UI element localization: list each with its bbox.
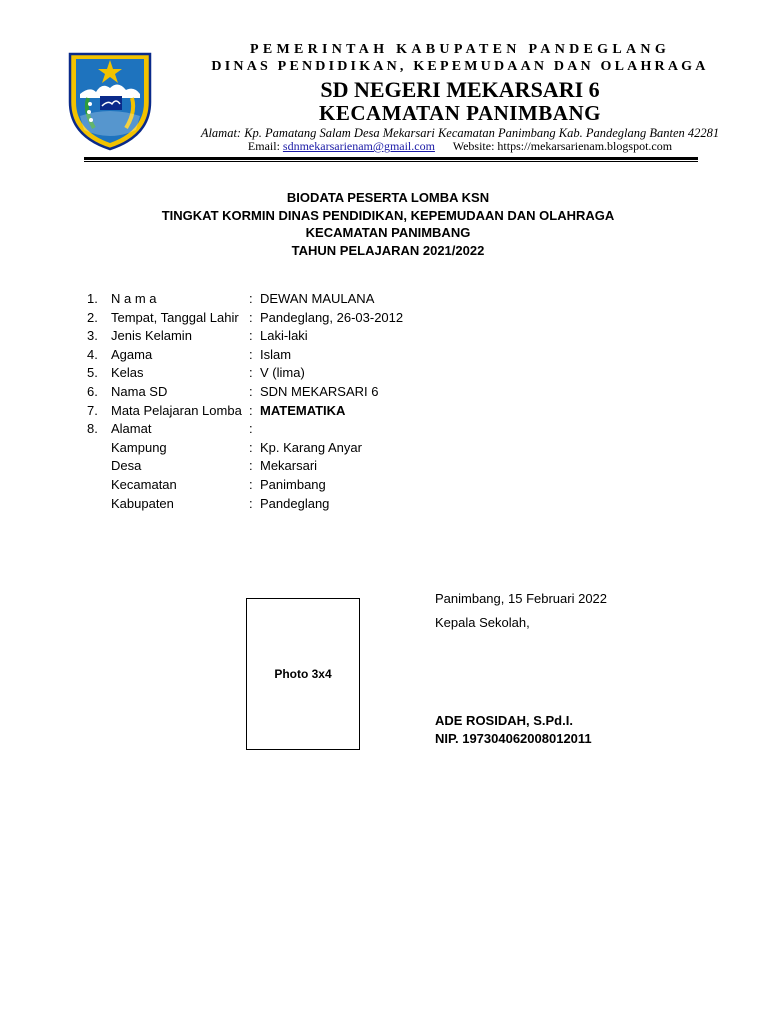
field-value: SDN MEKARSARI 6 [260, 384, 379, 399]
field-colon: : [249, 402, 253, 418]
photo-placeholder [246, 598, 360, 750]
document-subtitle-level: TINGKAT KORMIN DINAS PENDIDIKAN, KEPEMUDAAN DAN OLAHRAGA [161, 208, 615, 223]
letterhead-divider-thin [84, 161, 698, 162]
signature-nip: NIP. 197304062008012011 [435, 731, 592, 746]
field-colon: : [249, 346, 253, 362]
document-subtitle-district: KECAMATAN PANIMBANG [305, 225, 471, 240]
letterhead-address: Alamat: Kp. Pamatang Salam Desa Mekarsari Kecamatan Panimbang Kab. Pandeglang Banten 42281 [200, 126, 720, 140]
field-value: Kp. Karang Anyar [260, 439, 362, 455]
field-label: Kelas [111, 365, 144, 381]
email-link[interactable]: sdnmekarsarienam@gmail.com [282, 139, 435, 153]
field-label: Kecamatan [111, 477, 177, 492]
field-value: MATEMATIKA [260, 402, 346, 418]
letterhead-government: PEMERINTAH KABUPATEN PANDEGLANG [249, 42, 671, 57]
field-colon: : [249, 291, 253, 306]
field-colon: : [249, 309, 253, 325]
letterhead-district: KECAMATAN PANIMBANG [319, 101, 601, 125]
field-label: Kabupaten [111, 495, 174, 511]
website-text: Website: https://mekarsarienam.blogspot.com [452, 139, 673, 153]
field-label: Agama [111, 346, 153, 362]
field-value: DEWAN MAULANA [260, 291, 375, 306]
field-number: 6. [87, 384, 98, 399]
email-label: Email: [247, 139, 280, 153]
pandeglang-regency-emblem-icon [66, 46, 154, 152]
field-value: Panimbang [260, 477, 326, 492]
field-label: N a m a [111, 291, 157, 306]
field-value: V (lima) [260, 365, 305, 381]
field-value: Pandeglang [260, 495, 330, 511]
field-label: Kampung [111, 439, 167, 455]
field-value: Laki-laki [260, 328, 308, 344]
field-label: Alamat [111, 421, 152, 437]
field-label: Tempat, Tanggal Lahir [111, 309, 239, 325]
document-title: BIODATA PESERTA LOMBA KSN [286, 190, 490, 205]
field-value: Islam [260, 346, 292, 362]
letterhead-divider-thick [84, 157, 698, 160]
field-colon: : [249, 477, 253, 492]
field-number: 1. [87, 291, 98, 306]
signature-place-date: Panimbang, 15 Februari 2022 [435, 591, 608, 606]
field-value: Pandeglang, 26-03-2012 [260, 309, 404, 325]
signature-position: Kepala Sekolah, [435, 615, 530, 630]
letterhead-agency: DINAS PENDIDIKAN, KEPEMUDAAN DAN OLAHRAGA [211, 59, 709, 74]
field-label: Desa [111, 458, 142, 474]
field-value: Mekarsari [260, 458, 318, 474]
field-colon: : [249, 495, 253, 511]
field-colon: : [249, 458, 253, 474]
field-number: 8. [87, 421, 98, 437]
field-number: 4. [87, 346, 98, 362]
letterhead-contact [150, 139, 768, 154]
letterhead-school-name: SD NEGERI MEKARSARI 6 [320, 77, 600, 102]
field-colon: : [249, 421, 253, 437]
field-number: 7. [87, 402, 98, 418]
field-label: Nama SD [111, 384, 168, 399]
field-colon: : [249, 328, 253, 344]
photo-label: Photo 3x4 [274, 667, 332, 681]
field-number: 2. [87, 309, 98, 325]
field-colon: : [249, 384, 253, 399]
field-number: 5. [87, 365, 98, 381]
field-label: Jenis Kelamin [111, 328, 192, 344]
field-colon: : [249, 439, 253, 455]
signature-name: ADE ROSIDAH, S.Pd.I. [435, 713, 573, 728]
field-label: Mata Pelajaran Lomba [111, 402, 242, 418]
field-colon: : [249, 365, 253, 381]
field-number: 3. [87, 328, 98, 344]
document-subtitle-year: TAHUN PELAJARAN 2021/2022 [291, 243, 485, 258]
